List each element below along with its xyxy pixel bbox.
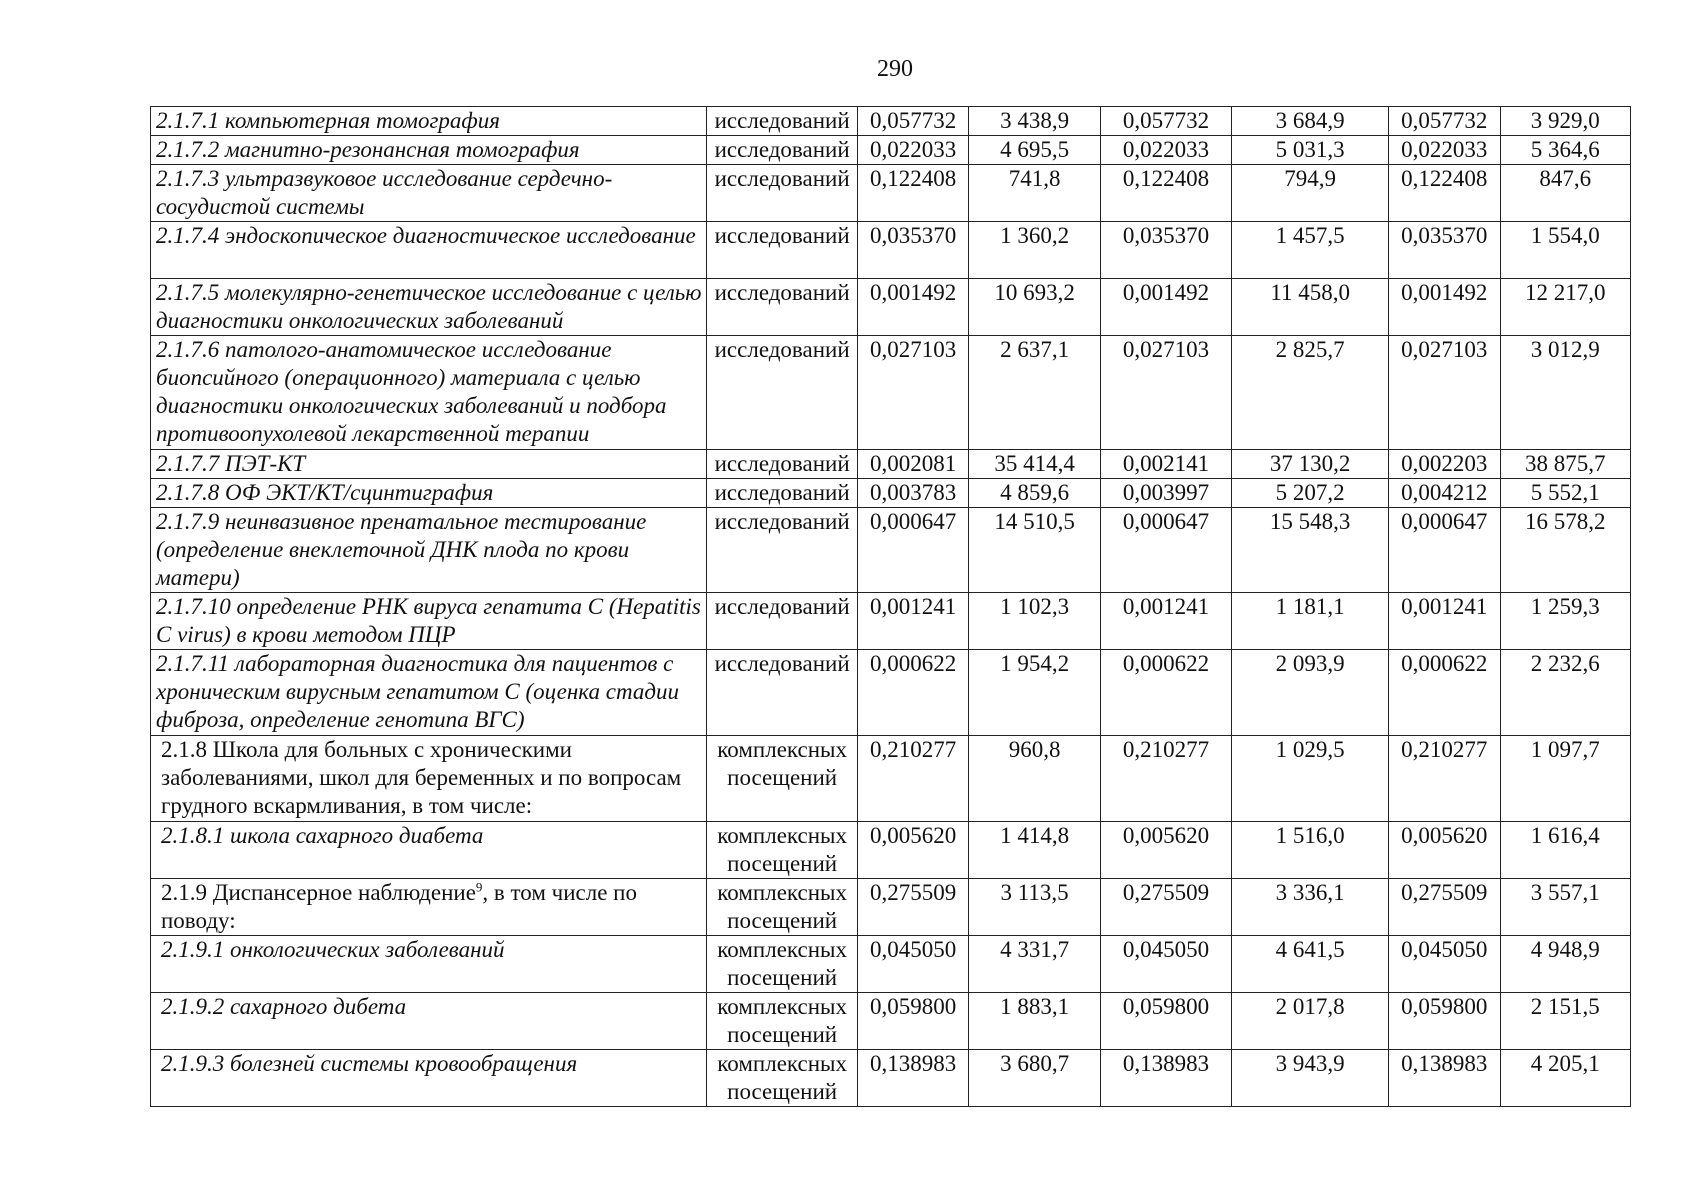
service-name-continuation: , в том числе по поводу: bbox=[161, 880, 637, 933]
value-4: 1 457,5 bbox=[1232, 222, 1389, 279]
service-name: 2.1.9.3 болезней системы кровообращения bbox=[151, 1050, 707, 1107]
value-6: 2 232,6 bbox=[1500, 650, 1631, 736]
service-name: 2.1.7.1 компьютерная томография bbox=[151, 107, 707, 136]
value-6: 1 259,3 bbox=[1500, 593, 1631, 650]
value-2: 3 680,7 bbox=[969, 1050, 1100, 1107]
value-6: 5 364,6 bbox=[1500, 136, 1631, 165]
unit-of-measure: исследований bbox=[707, 336, 857, 450]
value-2: 4 859,6 bbox=[969, 479, 1100, 508]
value-2: 960,8 bbox=[969, 736, 1100, 822]
value-5: 0,122408 bbox=[1389, 165, 1500, 222]
value-3: 0,002141 bbox=[1100, 450, 1231, 479]
service-name: 2.1.7.4 эндоскопическое диагностическое исследование bbox=[151, 222, 707, 279]
service-name-text: 2.1.9 Диспансерное наблюдение bbox=[161, 880, 476, 905]
value-1: 0,138983 bbox=[857, 1050, 968, 1107]
value-1: 0,035370 bbox=[857, 222, 968, 279]
value-1: 0,000647 bbox=[857, 508, 968, 593]
service-name: 2.1.8.1 школа сахарного диабета bbox=[151, 822, 707, 879]
value-5: 0,138983 bbox=[1389, 1050, 1500, 1107]
unit-of-measure: комплексных посещений bbox=[707, 936, 857, 993]
value-3: 0,059800 bbox=[1100, 993, 1231, 1050]
value-5: 0,000647 bbox=[1389, 508, 1500, 593]
value-1: 0,027103 bbox=[857, 336, 968, 450]
value-3: 0,000622 bbox=[1100, 650, 1231, 736]
value-1: 0,001492 bbox=[857, 279, 968, 336]
footnote-marker: 9 bbox=[475, 879, 483, 895]
value-4: 5 031,3 bbox=[1232, 136, 1389, 165]
value-5: 0,001241 bbox=[1389, 593, 1500, 650]
value-4: 794,9 bbox=[1232, 165, 1389, 222]
value-3: 0,035370 bbox=[1100, 222, 1231, 279]
value-5: 0,022033 bbox=[1389, 136, 1500, 165]
value-6: 847,6 bbox=[1500, 165, 1631, 222]
value-5: 0,057732 bbox=[1389, 107, 1500, 136]
table-row bbox=[151, 822, 1631, 879]
value-3: 0,005620 bbox=[1100, 822, 1231, 879]
value-1: 0,275509 bbox=[857, 879, 968, 936]
value-6: 16 578,2 bbox=[1500, 508, 1631, 593]
value-2: 1 414,8 bbox=[969, 822, 1100, 879]
unit-of-measure: исследований bbox=[707, 165, 857, 222]
service-name: 2.1.7.9 неинвазивное пренатальное тестирование (определение внеклеточной ДНК плода по крови матери) bbox=[151, 508, 707, 593]
table-row bbox=[151, 222, 1631, 279]
value-3: 0,027103 bbox=[1100, 336, 1231, 450]
value-3: 0,003997 bbox=[1100, 479, 1231, 508]
value-5: 0,027103 bbox=[1389, 336, 1500, 450]
value-3: 0,045050 bbox=[1100, 936, 1231, 993]
value-6: 1 097,7 bbox=[1500, 736, 1631, 822]
table-row bbox=[151, 450, 1631, 479]
service-name: 2.1.7.3 ультразвуковое исследование сердечно-сосудистой системы bbox=[151, 165, 707, 222]
value-5: 0,059800 bbox=[1389, 993, 1500, 1050]
value-4: 3 943,9 bbox=[1232, 1050, 1389, 1107]
page-number: 290 bbox=[877, 56, 913, 82]
value-4: 1 516,0 bbox=[1232, 822, 1389, 879]
value-6: 12 217,0 bbox=[1500, 279, 1631, 336]
unit-of-measure: исследований bbox=[707, 650, 857, 736]
value-3: 0,001492 bbox=[1100, 279, 1231, 336]
value-3: 0,122408 bbox=[1100, 165, 1231, 222]
table-row bbox=[151, 1050, 1631, 1107]
value-4: 5 207,2 bbox=[1232, 479, 1389, 508]
service-name: 2.1.9.2 сахарного дибета bbox=[151, 993, 707, 1050]
value-3: 0,057732 bbox=[1100, 107, 1231, 136]
value-6: 3 929,0 bbox=[1500, 107, 1631, 136]
value-2: 1 883,1 bbox=[969, 993, 1100, 1050]
unit-of-measure: комплексных посещений bbox=[707, 1050, 857, 1107]
unit-of-measure: комплексных посещений bbox=[707, 736, 857, 822]
value-5: 0,001492 bbox=[1389, 279, 1500, 336]
value-1: 0,001241 bbox=[857, 593, 968, 650]
value-4: 2 093,9 bbox=[1232, 650, 1389, 736]
value-4: 2 017,8 bbox=[1232, 993, 1389, 1050]
value-4: 3 684,9 bbox=[1232, 107, 1389, 136]
service-name: 2.1.7.6 патолого-анатомическое исследование биопсийного (операционного) материала с целью диагностики онкологических заболеваний и подбора противоопухолевой лекарственной терапии bbox=[151, 336, 707, 450]
table-row bbox=[151, 508, 1631, 593]
value-1: 0,005620 bbox=[857, 822, 968, 879]
value-1: 0,059800 bbox=[857, 993, 968, 1050]
unit-of-measure: исследований bbox=[707, 479, 857, 508]
value-4: 2 825,7 bbox=[1232, 336, 1389, 450]
service-name bbox=[151, 879, 707, 936]
value-4: 3 336,1 bbox=[1232, 879, 1389, 936]
value-6: 1 554,0 bbox=[1500, 222, 1631, 279]
value-6: 3 557,1 bbox=[1500, 879, 1631, 936]
value-6: 4 948,9 bbox=[1500, 936, 1631, 993]
unit-of-measure: исследований bbox=[707, 279, 857, 336]
service-name: 2.1.7.8 ОФ ЭКТ/КТ/сцинтиграфия bbox=[151, 479, 707, 508]
value-6: 4 205,1 bbox=[1500, 1050, 1631, 1107]
value-5: 0,275509 bbox=[1389, 879, 1500, 936]
value-5: 0,000622 bbox=[1389, 650, 1500, 736]
value-2: 14 510,5 bbox=[969, 508, 1100, 593]
value-4: 11 458,0 bbox=[1232, 279, 1389, 336]
value-2: 10 693,2 bbox=[969, 279, 1100, 336]
value-3: 0,210277 bbox=[1100, 736, 1231, 822]
table-row bbox=[151, 336, 1631, 450]
unit-of-measure: комплексных посещений bbox=[707, 993, 857, 1050]
unit-of-measure: исследований bbox=[707, 508, 857, 593]
value-6: 1 616,4 bbox=[1500, 822, 1631, 879]
value-6: 38 875,7 bbox=[1500, 450, 1631, 479]
service-name: 2.1.7.5 молекулярно-генетическое исследование с целью диагностики онкологических заболеваний bbox=[151, 279, 707, 336]
unit-of-measure: комплексных посещений bbox=[707, 822, 857, 879]
unit-of-measure: исследований bbox=[707, 107, 857, 136]
value-4: 15 548,3 bbox=[1232, 508, 1389, 593]
value-6: 3 012,9 bbox=[1500, 336, 1631, 450]
table-row bbox=[151, 993, 1631, 1050]
value-3: 0,275509 bbox=[1100, 879, 1231, 936]
rates-table bbox=[150, 106, 1631, 1107]
value-5: 0,210277 bbox=[1389, 736, 1500, 822]
value-3: 0,022033 bbox=[1100, 136, 1231, 165]
service-name: 2.1.7.10 определение РНК вируса гепатита С (Hepatitis C virus) в крови методом ПЦР bbox=[151, 593, 707, 650]
value-1: 0,003783 bbox=[857, 479, 968, 508]
value-4: 1 029,5 bbox=[1232, 736, 1389, 822]
value-5: 0,004212 bbox=[1389, 479, 1500, 508]
value-6: 2 151,5 bbox=[1500, 993, 1631, 1050]
service-name: 2.1.8 Школа для больных с хроническими заболеваниями, школ для беременных и по вопросам грудного вскармливания, в том числе: bbox=[151, 736, 707, 822]
value-2: 3 113,5 bbox=[969, 879, 1100, 936]
value-2: 1 360,2 bbox=[969, 222, 1100, 279]
value-4: 37 130,2 bbox=[1232, 450, 1389, 479]
value-1: 0,000622 bbox=[857, 650, 968, 736]
value-2: 1 954,2 bbox=[969, 650, 1100, 736]
value-4: 1 181,1 bbox=[1232, 593, 1389, 650]
service-name: 2.1.7.7 ПЭТ-КТ bbox=[151, 450, 707, 479]
value-3: 0,001241 bbox=[1100, 593, 1231, 650]
table-row bbox=[151, 279, 1631, 336]
value-1: 0,002081 bbox=[857, 450, 968, 479]
value-2: 4 695,5 bbox=[969, 136, 1100, 165]
table-row bbox=[151, 879, 1631, 936]
value-1: 0,210277 bbox=[857, 736, 968, 822]
service-name: 2.1.9.1 онкологических заболеваний bbox=[151, 936, 707, 993]
table-row bbox=[151, 650, 1631, 736]
value-3: 0,138983 bbox=[1100, 1050, 1231, 1107]
value-3: 0,000647 bbox=[1100, 508, 1231, 593]
table-row bbox=[151, 479, 1631, 508]
service-name: 2.1.7.11 лабораторная диагностика для пациентов с хроническим вирусным гепатитом С (оценка стадии фиброза, определение генотипа ВГС) bbox=[151, 650, 707, 736]
value-1: 0,045050 bbox=[857, 936, 968, 993]
value-2: 2 637,1 bbox=[969, 336, 1100, 450]
unit-of-measure: исследований bbox=[707, 136, 857, 165]
value-2: 1 102,3 bbox=[969, 593, 1100, 650]
value-5: 0,035370 bbox=[1389, 222, 1500, 279]
value-1: 0,057732 bbox=[857, 107, 968, 136]
value-4: 4 641,5 bbox=[1232, 936, 1389, 993]
value-1: 0,122408 bbox=[857, 165, 968, 222]
table-row bbox=[151, 165, 1631, 222]
table-row bbox=[151, 593, 1631, 650]
table-row bbox=[151, 936, 1631, 993]
value-5: 0,045050 bbox=[1389, 936, 1500, 993]
service-name: 2.1.7.2 магнитно-резонансная томография bbox=[151, 136, 707, 165]
value-2: 741,8 bbox=[969, 165, 1100, 222]
value-6: 5 552,1 bbox=[1500, 479, 1631, 508]
value-5: 0,005620 bbox=[1389, 822, 1500, 879]
value-2: 35 414,4 bbox=[969, 450, 1100, 479]
table-row bbox=[151, 107, 1631, 136]
table-row bbox=[151, 136, 1631, 165]
value-2: 4 331,7 bbox=[969, 936, 1100, 993]
unit-of-measure: исследований bbox=[707, 450, 857, 479]
value-5: 0,002203 bbox=[1389, 450, 1500, 479]
unit-of-measure: комплексных посещений bbox=[707, 879, 857, 936]
table-row bbox=[151, 736, 1631, 822]
unit-of-measure: исследований bbox=[707, 222, 857, 279]
value-1: 0,022033 bbox=[857, 136, 968, 165]
value-2: 3 438,9 bbox=[969, 107, 1100, 136]
unit-of-measure: исследований bbox=[707, 593, 857, 650]
